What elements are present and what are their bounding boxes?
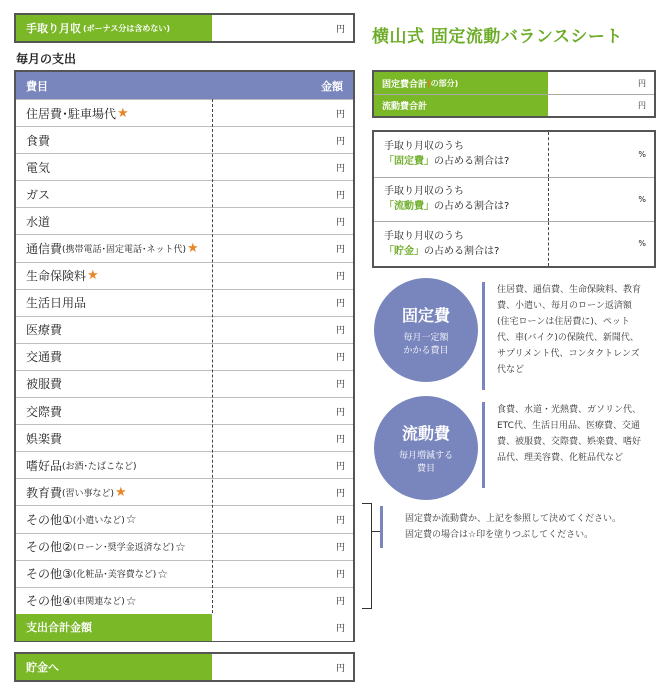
- variable-total-input[interactable]: [548, 95, 654, 116]
- income-label: [16, 15, 212, 41]
- savings-row: [14, 652, 355, 682]
- expense-amount-input[interactable]: [212, 561, 353, 587]
- expense-amount-input[interactable]: [212, 398, 353, 424]
- outline-star-icon[interactable]: ☆: [125, 593, 137, 608]
- expense-amount-input[interactable]: [212, 371, 353, 397]
- expense-unit: 円: [335, 299, 345, 310]
- expense-unit: 円: [335, 461, 345, 472]
- expense-label-text: 生活日用品: [26, 296, 87, 311]
- expense-label: [16, 344, 212, 370]
- expense-label: [16, 208, 212, 234]
- expense-row: [16, 370, 353, 397]
- expense-header-amount: 金額: [321, 79, 343, 93]
- ratio-question: [374, 222, 548, 266]
- expense-row: [16, 262, 353, 289]
- expense-label: [16, 181, 212, 207]
- variable-cost-description: [482, 402, 660, 488]
- expense-unit: 円: [335, 543, 345, 554]
- totals-box: [372, 70, 656, 118]
- expense-label: [16, 398, 212, 424]
- expense-amount-input[interactable]: [212, 344, 353, 370]
- expense-unit: 円: [335, 353, 345, 364]
- ratio-line2-rest: の占める割合は?: [424, 245, 500, 257]
- expense-unit: 円: [335, 109, 345, 120]
- expense-header-item: 費目: [26, 79, 48, 93]
- expense-note: (車関連など): [72, 597, 125, 608]
- expense-amount-input[interactable]: [212, 263, 353, 289]
- expense-label: [16, 290, 212, 316]
- expense-label: [16, 100, 212, 126]
- expense-dashed-divider: [212, 99, 213, 613]
- bracket-tick: [372, 531, 380, 532]
- expense-row: [16, 343, 353, 370]
- expense-total-unit: 円: [335, 623, 345, 634]
- variable-desc-line: 品代、理美容費、化粧品代など: [497, 453, 624, 463]
- expense-label: [16, 154, 212, 180]
- expense-amount-input[interactable]: [212, 452, 353, 478]
- ratio-dashed-divider: [548, 178, 549, 222]
- expense-row: [16, 505, 353, 532]
- expense-amount-input[interactable]: [212, 235, 353, 261]
- variable-circle-sub2: 費目: [416, 463, 435, 474]
- expense-row: [16, 560, 353, 587]
- ratio-line2: [384, 244, 548, 259]
- expense-label: [16, 452, 212, 478]
- fixed-total-unit: 円: [638, 78, 646, 88]
- variable-total-label: 流動費合計: [374, 95, 548, 116]
- page-title: 横山式 固定流動バランスシート: [372, 27, 623, 47]
- ratio-line1: 手取り月収のうち: [384, 186, 464, 198]
- section-title: 毎月の支出: [16, 52, 77, 66]
- expense-row: [16, 424, 353, 451]
- ratio-row: [374, 132, 654, 177]
- fixed-cost-description: [482, 282, 660, 390]
- ratio-line2: [384, 154, 548, 169]
- ratio-row: [374, 221, 654, 266]
- expense-note: (ローン･奨学金返済など): [72, 543, 175, 554]
- ratio-percent-input[interactable]: [548, 178, 654, 222]
- expense-unit: 円: [335, 380, 345, 391]
- expense-unit: 円: [335, 597, 345, 608]
- fixed-cost-circle: [374, 278, 478, 382]
- expense-note: (小遣いなど): [72, 515, 125, 526]
- fixed-circle-title: 固定費: [401, 305, 450, 325]
- ratio-question: [374, 132, 548, 177]
- expense-note: (化粧品･美容費など): [72, 570, 157, 581]
- income-label-text: 手取り月収: [26, 22, 81, 35]
- expense-label-text: 住居費･駐車場代: [26, 106, 117, 121]
- ratio-line1: 手取り月収のうち: [384, 141, 464, 153]
- expense-unit: 円: [335, 190, 345, 201]
- expense-row: [16, 316, 353, 343]
- fixed-total-paren-rest: の部分): [430, 78, 459, 88]
- expense-label-text: 娯楽費: [26, 431, 63, 446]
- fixed-total-paren: (: [427, 78, 431, 88]
- expense-label-text: 通信費: [26, 242, 63, 257]
- ratio-dashed-divider: [548, 132, 549, 177]
- fixed-circle-sub2: かかる費目: [403, 345, 449, 356]
- expense-unit: 円: [335, 272, 345, 283]
- expense-note: (携帯電話･固定電話･ネット代): [62, 245, 187, 256]
- expense-label: [16, 425, 212, 451]
- fixed-total-label: [374, 72, 548, 94]
- ratio-keyword: 「固定費」: [384, 156, 434, 168]
- expense-amount-input[interactable]: [212, 479, 353, 505]
- expense-total-row: [16, 614, 353, 641]
- expense-unit: 円: [335, 136, 345, 147]
- ratio-keyword: 「流動費」: [384, 201, 434, 213]
- expense-unit: 円: [335, 245, 345, 256]
- expense-amount-input[interactable]: [212, 588, 353, 614]
- ratio-dashed-divider: [548, 222, 549, 266]
- expense-row: [16, 587, 353, 614]
- expense-unit: 円: [335, 570, 345, 581]
- ratio-percent-input[interactable]: [548, 222, 654, 266]
- expense-amount-input[interactable]: [212, 208, 353, 234]
- expense-row: [16, 207, 353, 234]
- expense-label: [16, 263, 212, 289]
- other-items-bracket: [362, 503, 372, 609]
- note-line: 固定費の場合は☆印を塗りつぶしてください。: [405, 530, 594, 540]
- expense-label-text: 交通費: [26, 350, 63, 365]
- expense-unit: 円: [335, 326, 345, 337]
- expense-amount-input[interactable]: [212, 181, 353, 207]
- expense-label: [16, 534, 212, 560]
- ratio-keyword: 「貯金」: [384, 245, 424, 257]
- ratio-unit: %: [638, 194, 646, 204]
- expense-label-text: 食費: [26, 133, 51, 148]
- ratio-line2: [384, 199, 548, 214]
- expense-header: [16, 72, 353, 99]
- expense-label-text: ガス: [26, 187, 51, 202]
- expense-unit: 円: [335, 407, 345, 418]
- expense-label-text: その他①: [26, 512, 73, 527]
- fixed-total-input[interactable]: [548, 72, 654, 94]
- expense-label: [16, 506, 212, 532]
- expense-label-text: 被服費: [26, 377, 63, 392]
- expense-unit: 円: [335, 163, 345, 174]
- outline-star-icon[interactable]: ☆: [125, 512, 137, 527]
- expense-label-text: その他②: [26, 540, 73, 555]
- expense-amount-input[interactable]: [212, 154, 353, 180]
- expense-label: [16, 317, 212, 343]
- expense-row: [16, 99, 353, 126]
- ratio-box: [372, 130, 656, 268]
- outline-star-icon[interactable]: ☆: [175, 539, 186, 554]
- expense-row: [16, 289, 353, 316]
- expense-label-text: 交際費: [26, 404, 63, 419]
- ratio-line2-rest: の占める割合は?: [434, 201, 510, 213]
- ratio-question: [374, 178, 548, 222]
- expense-row: [16, 126, 353, 153]
- income-note: (ボーナス分は含めない): [83, 23, 170, 33]
- expense-amount-input[interactable]: [212, 425, 353, 451]
- ratio-unit: %: [638, 239, 646, 249]
- instruction-note: [380, 506, 660, 548]
- filled-star-icon: ★: [115, 484, 127, 500]
- variable-desc-line: ETC代、生活日用品、医療費、交通: [497, 421, 640, 431]
- ratio-row: [374, 177, 654, 222]
- expense-row: [16, 451, 353, 478]
- expense-unit: 円: [335, 217, 345, 228]
- fixed-desc-line: 代、車(バイク)の保険代、新聞代、: [497, 333, 639, 343]
- variable-desc-line: 食費、水道・光熱費、ガソリン代、: [497, 405, 642, 415]
- expense-label-text: 嗜好品: [26, 458, 63, 473]
- savings-input[interactable]: [212, 654, 353, 680]
- expense-table: [14, 70, 355, 642]
- expense-rows: [16, 99, 353, 614]
- expense-label-text: 水道: [26, 214, 51, 229]
- expense-row: [16, 397, 353, 424]
- expense-label-text: 医療費: [26, 323, 63, 338]
- filled-star-icon: ★: [117, 105, 129, 121]
- expense-row: [16, 180, 353, 207]
- expense-row: [16, 234, 353, 261]
- variable-total-row: [374, 94, 654, 116]
- expense-amount-input[interactable]: [212, 290, 353, 316]
- expense-note: (お酒･たばこなど): [62, 461, 137, 472]
- savings-label: 貯金へ: [16, 654, 212, 680]
- fixed-desc-line: 代など: [497, 365, 525, 375]
- expense-amount-input[interactable]: [212, 127, 353, 153]
- expense-total-label: 支出合計金額: [16, 614, 212, 641]
- expense-unit: 円: [335, 515, 345, 526]
- expense-amount-input[interactable]: [212, 100, 353, 126]
- savings-unit: 円: [335, 663, 345, 674]
- expense-label: [16, 561, 212, 587]
- expense-label-text: その他④: [26, 594, 73, 609]
- expense-label-text: 教育費: [26, 485, 63, 500]
- income-row: [14, 13, 355, 43]
- expense-unit: 円: [335, 488, 345, 499]
- fixed-total-label-text: 固定費合計: [382, 79, 428, 90]
- ratio-percent-input[interactable]: [548, 132, 654, 177]
- expense-label: [16, 588, 212, 614]
- expense-note: (習い事など): [62, 488, 115, 499]
- expense-label: [16, 479, 212, 505]
- fixed-total-row: [374, 72, 654, 94]
- ratio-unit: %: [638, 149, 646, 159]
- expense-label-text: その他③: [26, 567, 73, 582]
- expense-amount-input[interactable]: [212, 534, 353, 560]
- income-input[interactable]: [212, 15, 353, 41]
- filled-star-icon: ★: [87, 268, 99, 284]
- variable-cost-circle: [374, 396, 478, 500]
- expense-row: [16, 533, 353, 560]
- variable-total-unit: 円: [638, 101, 646, 110]
- income-unit: 円: [335, 24, 345, 35]
- expense-amount-input[interactable]: [212, 317, 353, 343]
- variable-circle-sub1: 毎月増減する: [398, 450, 453, 461]
- fixed-desc-line: 住居費、通信費、生命保険料、教育: [497, 285, 642, 295]
- expense-total-input[interactable]: [212, 614, 353, 641]
- ratio-line2-rest: の占める割合は?: [434, 156, 510, 168]
- fixed-desc-line: 費、小遣い、毎月のローン返済額: [497, 301, 632, 311]
- fixed-desc-line: サプリメント代、コンタクトレンズ: [497, 349, 640, 359]
- fixed-desc-line: (住宅ローンは住居費に)、ペット: [497, 317, 630, 327]
- expense-label: [16, 371, 212, 397]
- expense-unit: 円: [335, 434, 345, 445]
- expense-label-text: 電気: [26, 160, 51, 175]
- outline-star-icon[interactable]: ☆: [157, 566, 169, 581]
- expense-label: [16, 127, 212, 153]
- expense-row: [16, 153, 353, 180]
- fixed-circle-sub1: 毎月一定額: [403, 332, 449, 343]
- variable-desc-line: 費、被服費、交際費、娯楽費、嗜好: [497, 437, 642, 447]
- filled-star-icon: ★: [187, 241, 199, 257]
- expense-row: [16, 478, 353, 505]
- ratio-line1: 手取り月収のうち: [384, 230, 464, 242]
- expense-label: [16, 235, 212, 261]
- note-line: 固定費か流動費か、上記を参照して決めてください。: [405, 514, 622, 524]
- variable-circle-title: 流動費: [401, 423, 450, 443]
- expense-amount-input[interactable]: [212, 506, 353, 532]
- expense-label-text: 生命保険料: [26, 269, 87, 284]
